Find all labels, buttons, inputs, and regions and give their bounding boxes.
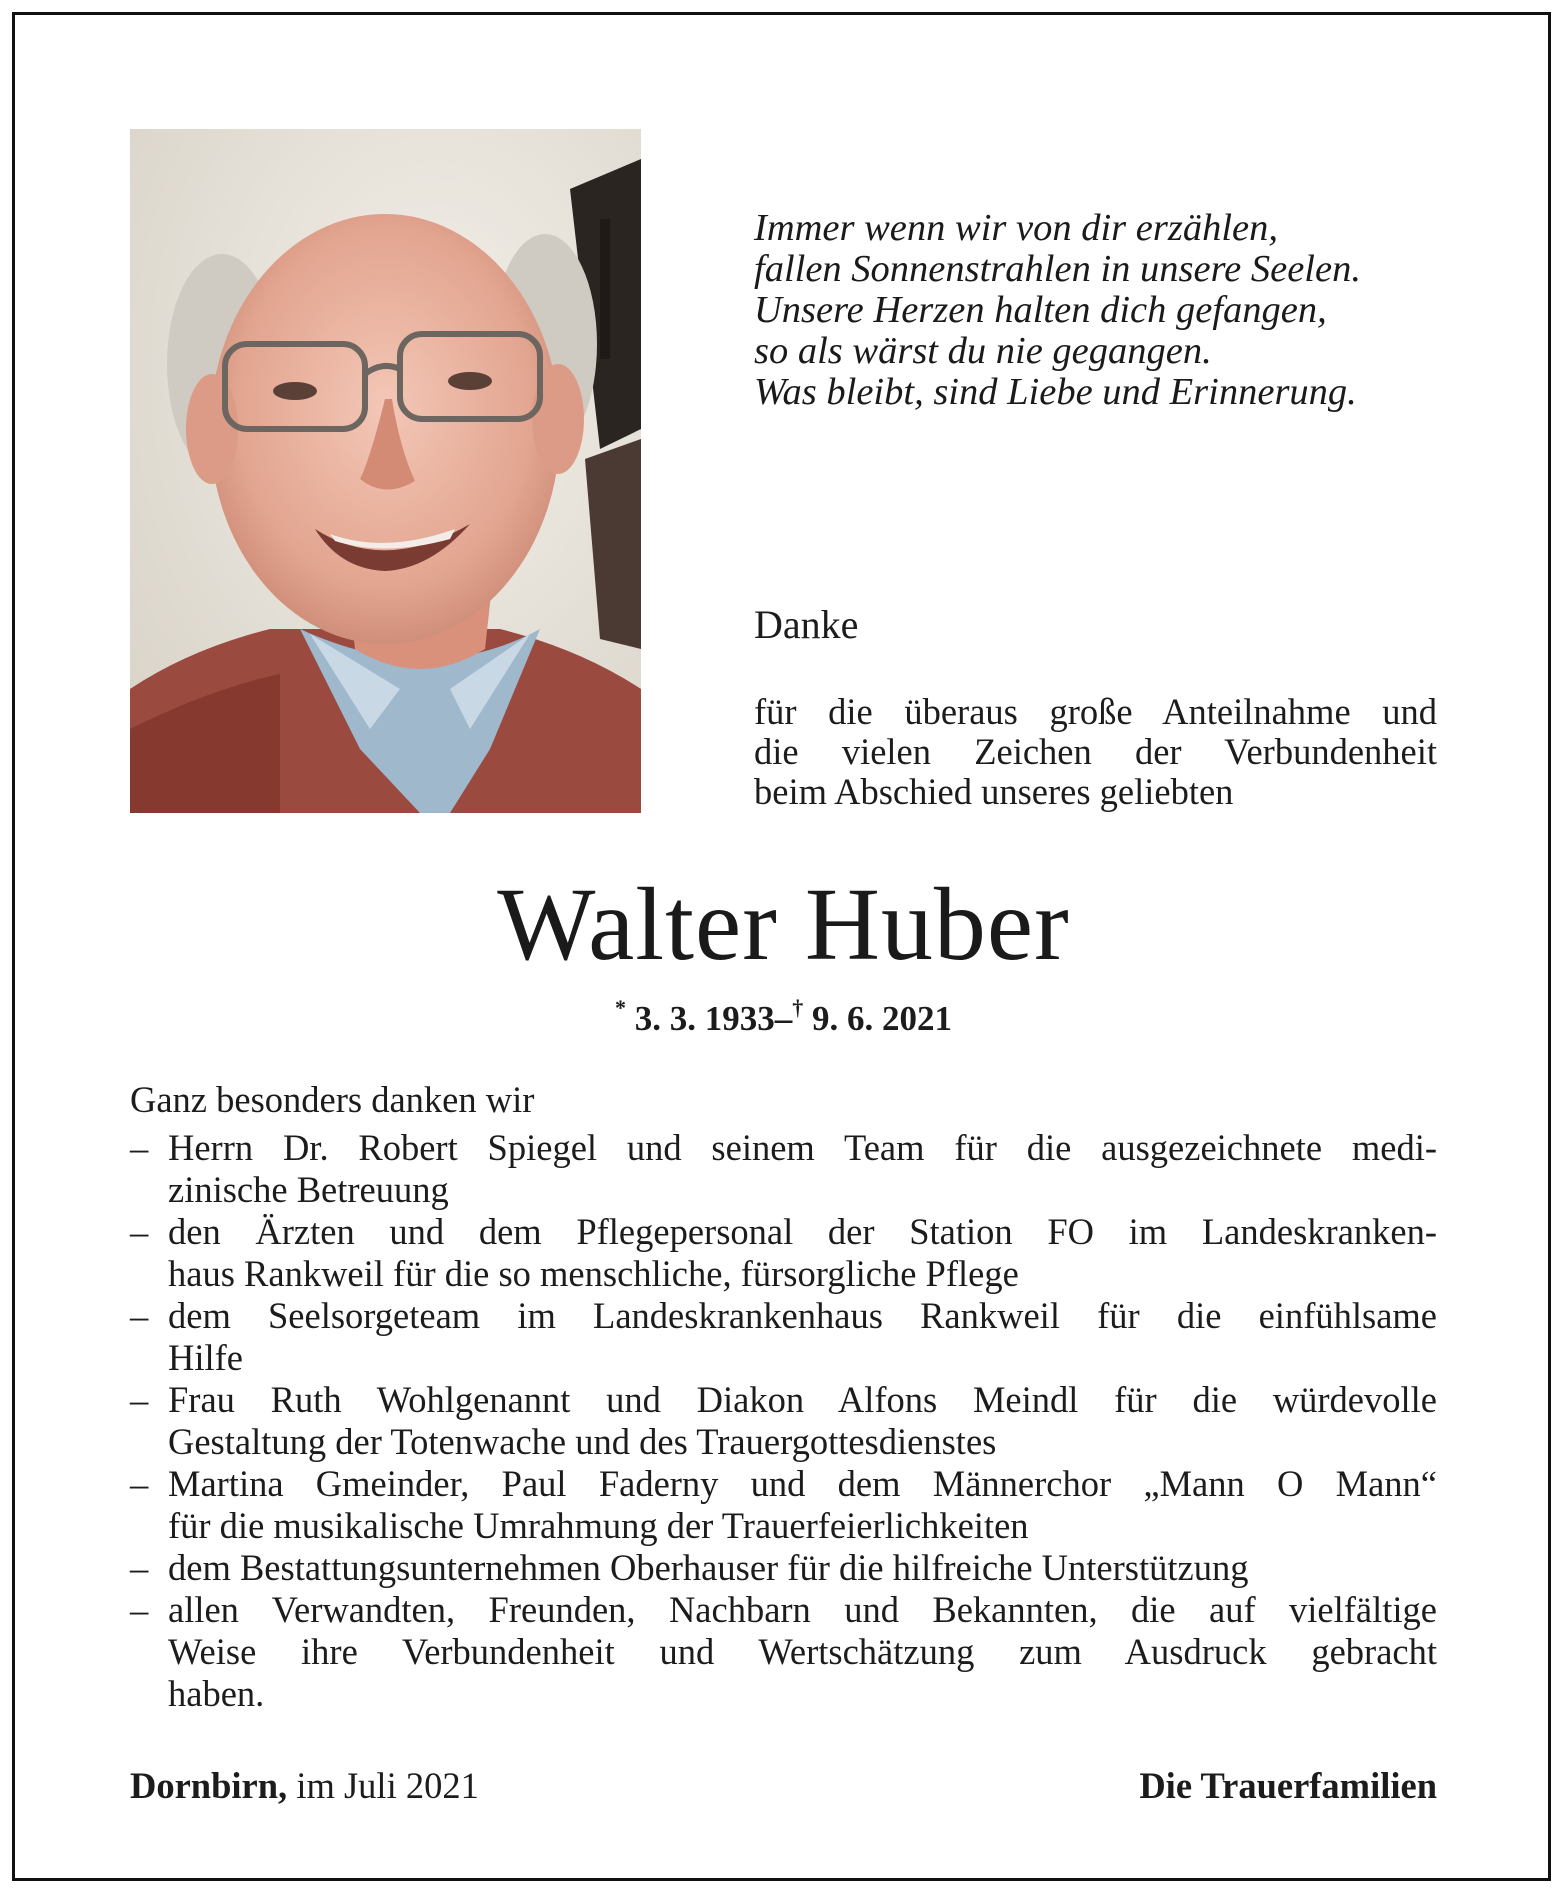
list-line: – den Ärzten und dem Pflegepersonal der Station FO im Landeskranken-	[168, 1211, 1437, 1252]
portrait-photo	[130, 129, 641, 813]
date-separator: –	[774, 999, 793, 1038]
poem-line: Was bleibt, sind Liebe und Erinnerung.	[754, 371, 1357, 413]
list-line: – dem Bestattungsunternehmen Oberhauser für die hilfreiche Unterstützung	[168, 1547, 1249, 1588]
poem-line: Immer wenn wir von dir erzählen,	[754, 207, 1278, 249]
thanks-lead: Ganz besonders danken wir	[130, 1079, 535, 1120]
poem-line: Unsere Herzen halten dich gefangen,	[754, 289, 1327, 331]
birth-symbol: *	[615, 995, 626, 1020]
list-item	[130, 1295, 1437, 1379]
deceased-name: Walter Huber	[497, 867, 1070, 982]
list-line: haben.	[168, 1673, 265, 1714]
list-line: Hilfe	[168, 1337, 243, 1378]
list-line: – allen Verwandten, Freunden, Nachbarn und Bekannten, die auf vielfältige	[168, 1589, 1437, 1630]
list-item	[130, 1127, 1437, 1211]
death-symbol: †	[792, 995, 804, 1020]
signature: Die Trauerfamilien	[1139, 1765, 1437, 1806]
list-line: – dem Seelsorgeteam im Landeskrankenhaus Rankweil für die einfühlsame	[168, 1295, 1437, 1336]
death-date: 9. 6. 2021	[812, 999, 952, 1038]
poem	[754, 208, 1454, 413]
birth-date: 3. 3. 1933	[634, 999, 775, 1038]
intro-line: beim Abschied unseres geliebten	[754, 771, 1234, 812]
list-item	[130, 1547, 1437, 1589]
list-item	[130, 1211, 1437, 1295]
life-dates	[0, 995, 1567, 1039]
list-line: haus Rankweil für die so menschliche, fürsorgliche Pflege	[168, 1253, 1019, 1294]
poem-line: fallen Sonnenstrahlen in unsere Seelen.	[754, 248, 1361, 290]
list-item	[130, 1379, 1437, 1463]
list-line: zinische Betreuung	[168, 1169, 449, 1210]
place: Dornbirn,	[130, 1765, 288, 1806]
list-line: – Frau Ruth Wohlgenannt und Diakon Alfons Meindl für die würdevolle	[168, 1379, 1437, 1420]
intro-line: die vielen Zeichen der Verbundenheit	[754, 731, 1437, 772]
intro-line: für die überaus große Anteilnahme und	[754, 691, 1437, 732]
poem-line: so als wärst du nie gegangen.	[754, 330, 1212, 372]
date: im Juli 2021	[296, 1765, 479, 1806]
intro-text	[754, 692, 1437, 812]
list-line: Weise ihre Verbundenheit und Wertschätzung zum Ausdruck gebracht	[168, 1631, 1437, 1672]
list-item	[130, 1463, 1437, 1547]
list-line: – Martina Gmeinder, Paul Faderny und dem Männerchor „Mann O Mann“	[168, 1463, 1437, 1504]
list-line: – Herrn Dr. Robert Spiegel und seinem Team für die ausgezeichnete medi-	[168, 1127, 1437, 1168]
place-date	[130, 1764, 479, 1807]
list-item	[130, 1589, 1437, 1715]
thanks-list	[130, 1127, 1437, 1715]
list-line: Gestaltung der Totenwache und des Trauergottesdienstes	[168, 1421, 997, 1462]
portrait-illustration	[130, 129, 641, 813]
list-line: für die musikalische Umrahmung der Trauerfeierlichkeiten	[168, 1505, 1029, 1546]
danke-heading: Danke	[754, 602, 859, 647]
